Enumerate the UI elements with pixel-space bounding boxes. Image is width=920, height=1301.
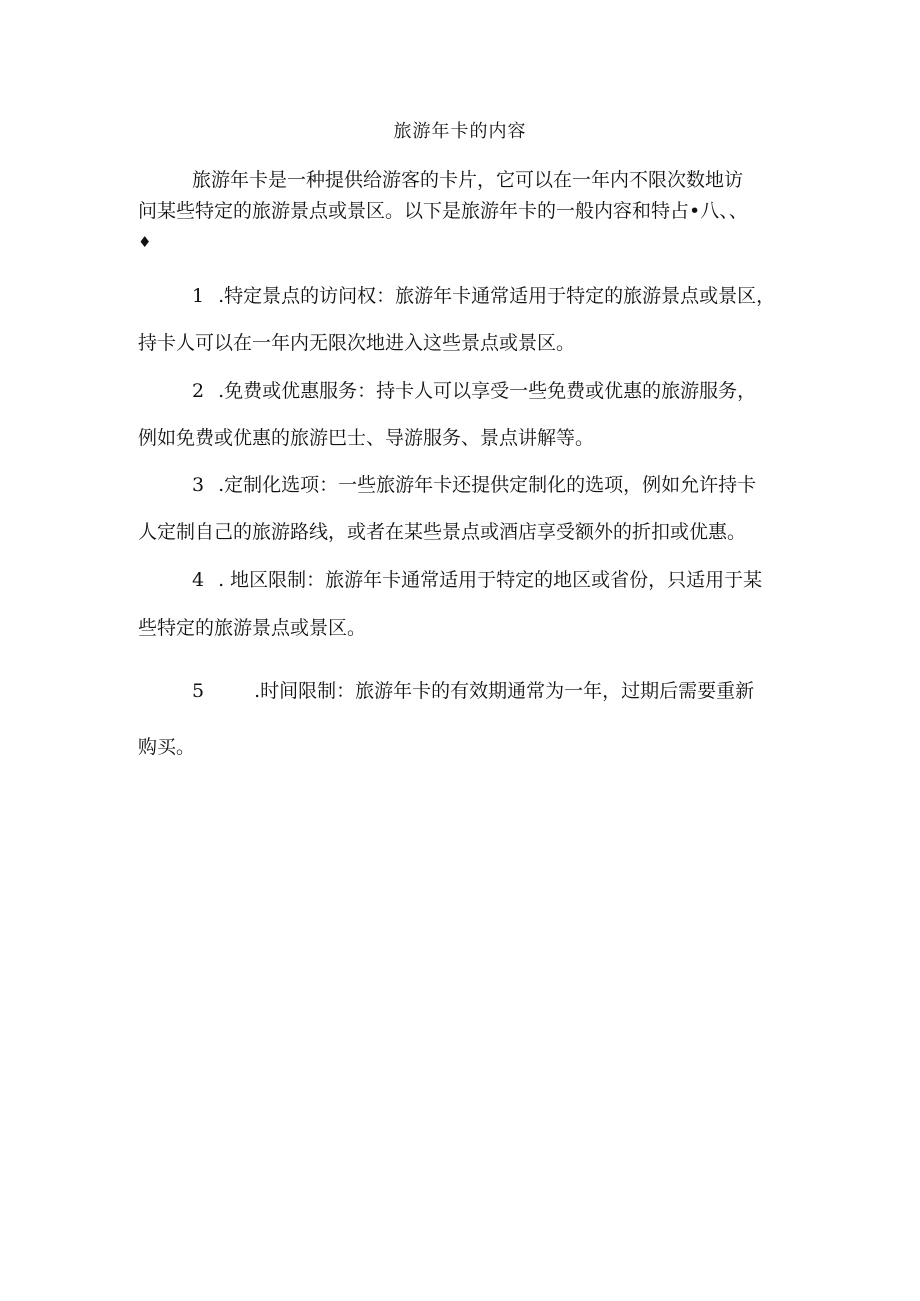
list-item-line-1 — [138, 462, 790, 509]
list-item-line-1 — [138, 368, 790, 415]
item-text: .时间限制：旅游年卡的有效期通常为一年，过期后需要重新 — [254, 680, 755, 702]
list-item-line-2: 人定制自己的旅游路线，或者在某些景点或酒店享受额外的折扣或优惠。 — [138, 521, 747, 543]
intro-line-1: 旅游年卡是一种提供给游客的卡片，它可以在一年内不限次数地访 — [192, 169, 744, 191]
list-item-line-2: 购买。 — [138, 736, 196, 758]
list-item — [138, 368, 790, 462]
list-item-line-1 — [138, 556, 790, 604]
list-item — [138, 462, 790, 556]
item-number: 5 — [192, 680, 205, 702]
list-item-line-1 — [138, 663, 790, 719]
item-number: 3 — [192, 474, 205, 496]
list-item-line-2: 持卡人可以在一年内无限次地进入这些景点或景区。 — [138, 332, 576, 354]
intro-line-2: 问某些特定的旅游景点或景区。以下是旅游年卡的一般内容和特占•八、、 — [138, 200, 748, 222]
list-item — [138, 556, 790, 652]
intro-paragraph — [138, 165, 790, 257]
document-title: 旅游年卡的内容 — [393, 121, 527, 142]
list-item-line-2: 些特定的旅游景点或景区。 — [138, 617, 367, 639]
item-text: . 地区限制：旅游年卡通常适用于特定的地区或省份，只适用于某 — [218, 569, 763, 591]
intro-line-3: ♦ — [138, 233, 152, 251]
item-number: 2 — [192, 380, 205, 402]
list-item — [138, 273, 790, 367]
item-text: .免费或优惠服务：持卡人可以享受一些免费或优惠的旅游服务， — [218, 380, 757, 402]
list-item-line-2: 例如免费或优惠的旅游巴士、导游服务、景点讲解等。 — [138, 427, 595, 449]
item-text: .定制化选项：一些旅游年卡还提供定制化的选项，例如允许持卡 — [218, 474, 757, 496]
item-number: 1 — [192, 285, 205, 307]
list-item — [138, 663, 790, 775]
list-item-line-1 — [138, 273, 790, 320]
item-number: 4 — [192, 569, 205, 591]
item-text: .特定景点的访问权：旅游年卡通常适用于特定的旅游景点或景区， — [218, 285, 776, 307]
